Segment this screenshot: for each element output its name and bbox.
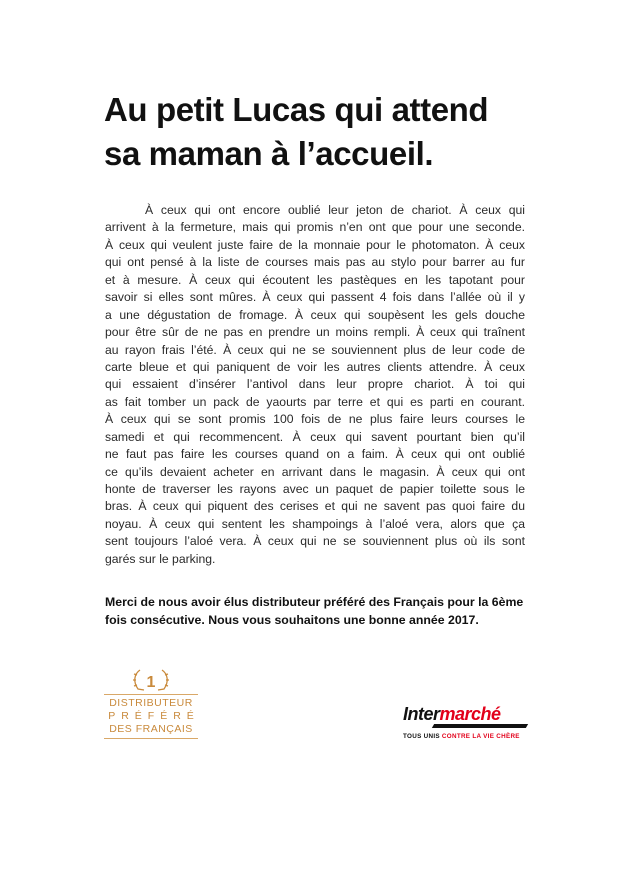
body-line: sent toujours l’aloé vera. À ceux qui ne se souviennent plus où ils sont (105, 534, 525, 549)
body-line: samedi et qui recommencent. À ceux qui savent pourtant bien qu’il (105, 429, 525, 444)
thank-you-message (105, 594, 545, 629)
body-line: et à mesure. À ceux qui écoutent les pastèques en les tapotant pour (105, 272, 525, 287)
laurel-icon (104, 668, 198, 692)
body-line: au rayon frais l’été. À ceux qui ne se souviennent plus de leur code de (105, 342, 525, 357)
body-line: carte bleue et qui paniquent de voir les autres clients attendre. À ceux (105, 359, 525, 374)
preferred-distributor-badge (104, 668, 198, 741)
divider (104, 694, 198, 695)
badge-line: PRÉFÉRÉ (108, 710, 200, 722)
body-line: bras. À ceux qui piquent des cerises et qui ne savent pas quoi faire du (105, 499, 525, 514)
body-line: arrivent à la fermeture, mais qui promis n’en ont que pour une seconde. (105, 220, 525, 235)
intermarche-logo (403, 704, 527, 740)
body-line: savoir si elles sont mûres. À ceux qui passent 4 fois dans l’allée où il y (105, 290, 525, 305)
body-line: a une dégustation de fromage. À ceux qui soupèsent les gels douche (105, 307, 525, 322)
logo-text: marché (439, 704, 501, 724)
thank-you-line: fois consécutive. Nous vous souhaitons une bonne année 2017. (105, 612, 479, 627)
body-line: qui ont pensé à la liste de courses mais pas au stylo pour barrer au fur (105, 255, 525, 270)
brand-tagline (403, 733, 527, 740)
body-line: À ceux qui ont encore oublié leur jeton de chariot. À ceux qui (145, 203, 525, 217)
headline-line: Au petit Lucas qui attend (104, 91, 489, 128)
main-content (104, 88, 544, 629)
body-line: garés sur le parking. (105, 551, 216, 566)
divider (104, 738, 198, 739)
headline-line: sa maman à l’accueil. (104, 135, 434, 172)
body-line: noyau. À ceux qui sentent les shampoings à l’aloé vera, alors que ça (105, 516, 525, 531)
logo-text: Inter (403, 704, 440, 724)
logo-swoosh (432, 724, 528, 728)
badge-line: DISTRIBUTEUR (109, 697, 193, 709)
body-line: pour être sûr de ne pas en prendre un moins rempli. À ceux qui traînent (105, 325, 525, 340)
thank-you-line: Merci de nous avoir élus distributeur préféré des Français pour la 6ème (105, 595, 524, 610)
body-line: ce qu’ils devaient acheter en arrivant dans le magasin. À ceux qui ont (105, 464, 525, 479)
body-text (105, 202, 525, 568)
body-line: À ceux qui se sont promis 100 fois de ne plus faire leurs courses le (105, 412, 525, 427)
badge-line: DES FRANÇAIS (109, 723, 193, 735)
badge-rank: 1 (146, 674, 156, 691)
headline (104, 88, 544, 176)
body-line: ne faut pas faire les courses quand on a faim. À ceux qui ont oublié (105, 447, 525, 462)
tagline-part: TOUS UNIS (403, 733, 442, 740)
body-line: qui essaient d’insérer l’antivol dans leur propre chariot. À toi qui (105, 377, 525, 392)
tagline-part: CONTRE LA VIE CHÈRE (441, 733, 520, 740)
body-line: honte de traverser les rayons avec un paquet de papier toilette sous le (105, 482, 525, 496)
body-line: as fait tomber un pack de yaourts par terre et qui es parti en courant. (105, 394, 525, 409)
body-line: À ceux qui veulent juste faire de la monnaie pour le photomaton. À ceux (105, 237, 525, 252)
